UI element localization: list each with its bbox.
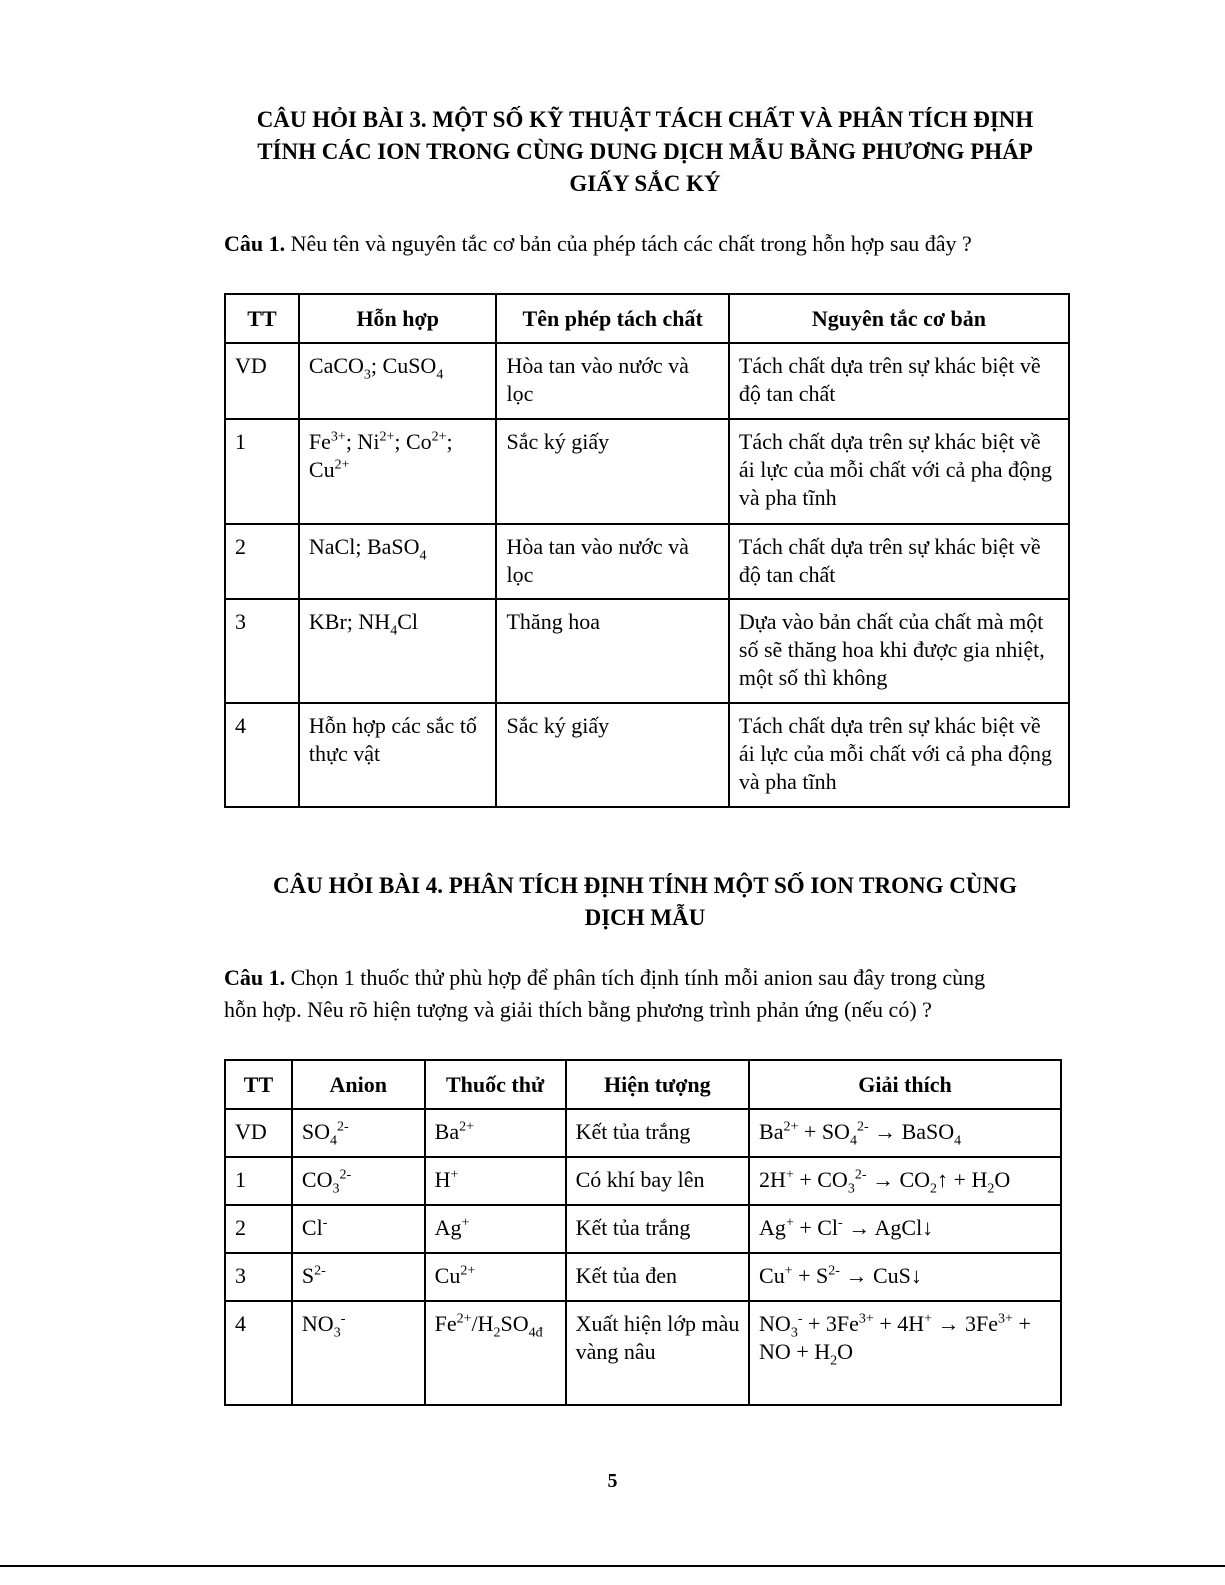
cell-method: Sắc ký giấy <box>496 419 728 524</box>
section4-title-line-2: DỊCH MẪU <box>584 905 706 930</box>
cell-explanation: $2H^+ + CO_3^{2-}$ → $CO_2↑ + H_2O$ <box>749 1157 1061 1205</box>
section3-question-label: Câu 1. <box>224 231 286 256</box>
header-method: Tên phép tách chất <box>496 294 728 343</box>
section3-title-line-2: TÍNH CÁC ION TRONG CÙNG DUNG DỊCH MẪU BẰNG PHƯƠNG PHÁP <box>257 139 1033 164</box>
header-principle: Nguyên tắc cơ bản <box>729 294 1069 343</box>
section4-question-line-2: hỗn hợp. Nêu rõ hiện tượng và giải thích bằng phương trình phản ứng (nếu có) ? <box>224 997 932 1022</box>
cell-method: Thăng hoa <box>496 599 728 703</box>
cell-principle: Tách chất dựa trên sự khác biệt về ái lực của mỗi chất với cả pha động và pha tĩnh <box>729 703 1069 807</box>
cell-anion: $NO_3^-$ <box>292 1301 425 1405</box>
table-row <box>225 419 1069 524</box>
cell-method: Hòa tan vào nước và lọc <box>496 524 728 599</box>
cell-mixture: CaCO$_3$; CuSO$_4$ <box>299 343 497 419</box>
cell-anion: $S^{2-}$ <box>292 1253 425 1301</box>
cell-tt: VD <box>225 343 299 419</box>
cell-mixture: $Fe^{3+}$; $Ni^{2+}$; $Co^{2+}$; $Cu^{2+}$ <box>299 419 497 524</box>
table-row <box>225 1157 1061 1205</box>
section3-title <box>200 104 1090 200</box>
table-row <box>225 1205 1061 1253</box>
cell-principle: Tách chất dựa trên sự khác biệt về độ tan chất <box>729 343 1069 419</box>
table-row <box>225 1253 1061 1301</box>
table-row <box>225 703 1069 807</box>
cell-principle: Tách chất dựa trên sự khác biệt về độ tan chất <box>729 524 1069 599</box>
cell-tt: 3 <box>225 599 299 703</box>
table-row <box>225 343 1069 419</box>
cell-reagent: $Ba^{2+}$ <box>425 1109 566 1157</box>
cell-phenomenon: Có khí bay lên <box>566 1157 749 1205</box>
header-phenomenon: Hiện tượng <box>566 1060 749 1109</box>
page-number: 5 <box>607 1470 618 1492</box>
section3-question <box>224 228 1074 260</box>
table-row <box>225 524 1069 599</box>
table-row <box>225 599 1069 703</box>
cell-anion: $SO_4^{2-}$ <box>292 1109 425 1157</box>
cell-tt: 1 <box>225 1157 292 1205</box>
section4-question <box>224 962 1074 1026</box>
separation-table <box>224 293 1070 808</box>
header-explanation: Giải thích <box>749 1060 1061 1109</box>
cell-tt: 4 <box>225 1301 292 1405</box>
cell-tt: 2 <box>225 524 299 599</box>
table-header-row <box>225 1060 1061 1109</box>
cell-explanation: Ag+ + Cl- → AgCl↓ <box>749 1205 1061 1253</box>
cell-anion: $CO_3^{2-}$ <box>292 1157 425 1205</box>
header-mixture: Hỗn hợp <box>299 294 497 343</box>
cell-explanation: $Ba^{2+} + SO_4^{2-}$ → BaSO$_4$ <box>749 1109 1061 1157</box>
cell-anion: Cl- <box>292 1205 425 1253</box>
table-row <box>225 1301 1061 1405</box>
cell-tt: 1 <box>225 419 299 524</box>
header-reagent: Thuốc thử <box>425 1060 566 1109</box>
cell-method: Sắc ký giấy <box>496 703 728 807</box>
cell-tt: 2 <box>225 1205 292 1253</box>
cell-reagent: H+ <box>425 1157 566 1205</box>
section3-title-line-3: GIẤY SẮC KÝ <box>569 171 721 196</box>
section4-title-line-1: CÂU HỎI BÀI 4. PHÂN TÍCH ĐỊNH TÍNH MỘT SỐ ION TRONG CÙNG <box>273 873 1017 898</box>
section3-title-line-1: CÂU HỎI BÀI 3. MỘT SỐ KỸ THUẬT TÁCH CHẤT VÀ PHÂN TÍCH ĐỊNH <box>256 107 1034 132</box>
cell-principle: Dựa vào bản chất của chất mà một số sẽ thăng hoa khi được gia nhiệt, một số thì không <box>729 599 1069 703</box>
table-row <box>225 1109 1061 1157</box>
cell-tt: VD <box>225 1109 292 1157</box>
cell-phenomenon: Xuất hiện lớp màu vàng nâu <box>566 1301 749 1405</box>
anion-table <box>224 1059 1062 1406</box>
section4-question-line-1: Chọn 1 thuốc thử phù hợp để phân tích định tính mỗi anion sau đây trong cùng <box>285 965 986 990</box>
cell-tt: 3 <box>225 1253 292 1301</box>
cell-phenomenon: Kết tủa đen <box>566 1253 749 1301</box>
cell-method: Hòa tan vào nước và lọc <box>496 343 728 419</box>
cell-phenomenon: Kết tủa trắng <box>566 1109 749 1157</box>
table-header-row <box>225 294 1069 343</box>
cell-reagent: $Fe^{2+}/H_2SO_{4đ}$ <box>425 1301 566 1405</box>
header-tt: TT <box>225 294 299 343</box>
cell-reagent: Ag+ <box>425 1205 566 1253</box>
cell-explanation: $NO_3^- + 3Fe^{3+} + 4H^+ \to 3Fe^{3+}$ + NO + $H_2O$ <box>749 1301 1061 1405</box>
section3-question-text: Nêu tên và nguyên tắc cơ bản của phép tách các chất trong hỗn hợp sau đây ? <box>285 231 972 256</box>
cell-mixture: NaCl; BaSO$_4$ <box>299 524 497 599</box>
page-bottom-rule <box>0 1565 1225 1567</box>
section4-question-label: Câu 1. <box>224 965 286 990</box>
cell-tt: 4 <box>225 703 299 807</box>
cell-mixture: KBr; $NH_4Cl$ <box>299 599 497 703</box>
cell-mixture: Hỗn hợp các sắc tố thực vật <box>299 703 497 807</box>
cell-explanation: $Cu^+ + S^{2-}$ → CuS↓ <box>749 1253 1061 1301</box>
cell-principle: Tách chất dựa trên sự khác biệt về ái lực của mỗi chất với cả pha động và pha tĩnh <box>729 419 1069 524</box>
cell-reagent: $Cu^{2+}$ <box>425 1253 566 1301</box>
cell-phenomenon: Kết tủa trắng <box>566 1205 749 1253</box>
header-tt: TT <box>225 1060 292 1109</box>
header-anion: Anion <box>292 1060 425 1109</box>
section4-title <box>200 870 1090 934</box>
